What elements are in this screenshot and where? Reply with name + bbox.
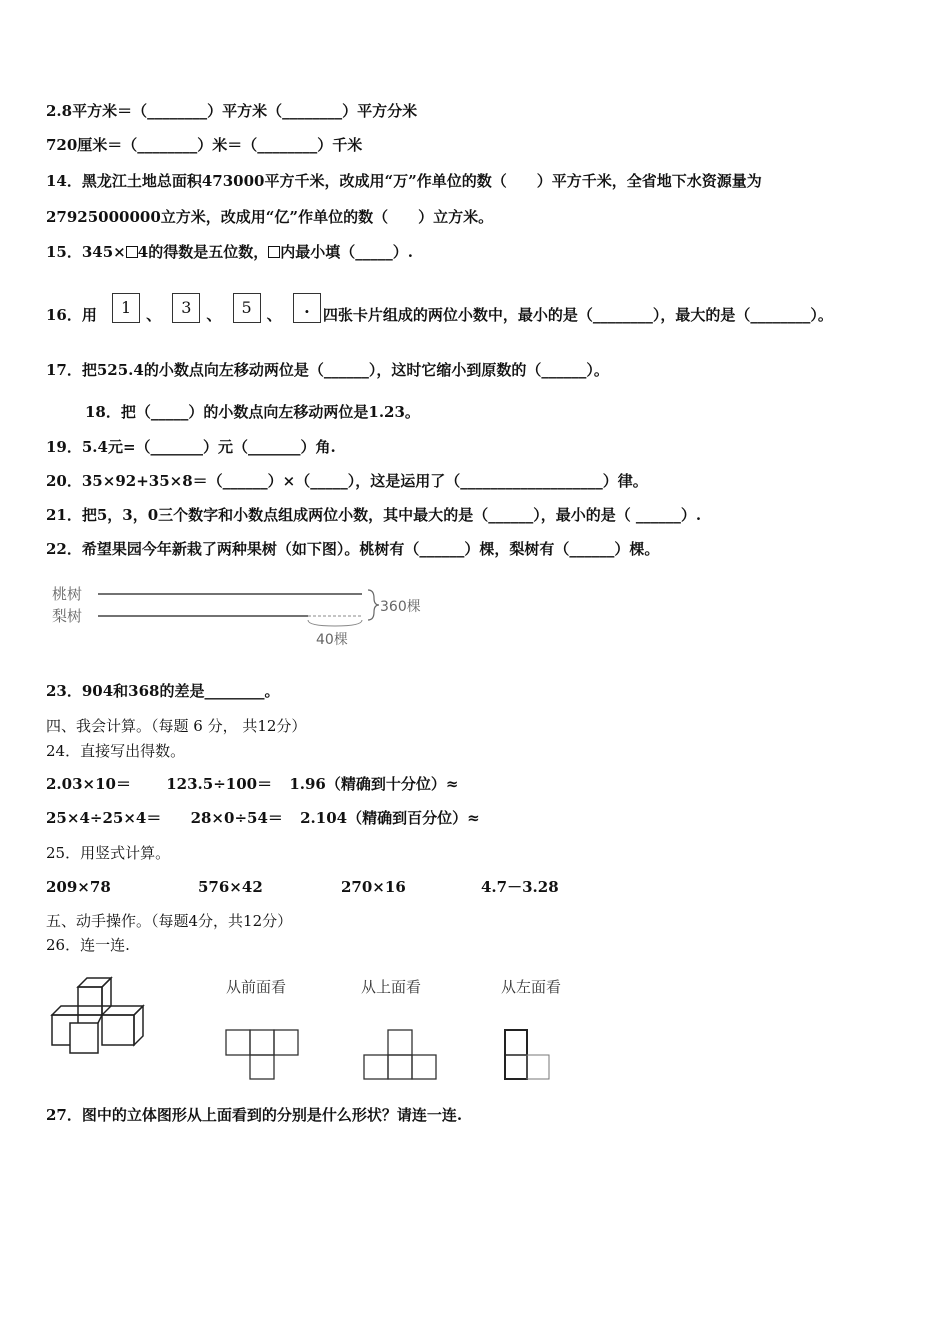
section-5-title: 五、动手操作。（每题4分，共12分） [46, 912, 293, 930]
cube-solid [52, 978, 143, 1053]
total-label: 360棵 [380, 599, 421, 615]
card-5: 5 [233, 293, 261, 323]
top-view-label: 从上面看 [361, 978, 422, 996]
q16-sep: 、 [266, 306, 282, 324]
tree-diagram [46, 578, 436, 650]
q16 [46, 298, 833, 331]
q15-part3: 内最小填（_____）. [280, 243, 413, 261]
q21: 21．把5，3，0三个数字和小数点组成两位小数，其中最大的是（______），最小的是（ ______）. [46, 506, 702, 524]
total-brace [368, 590, 379, 620]
q26: 26．连一连. [46, 936, 130, 954]
calc-1a: 2.03×10＝ [46, 775, 131, 793]
q14-line2: 27925000000立方米，改成用“亿”作单位的数（ ）立方米。 [46, 208, 494, 226]
q22: 22．希望果园今年新栽了两种果树（如下图）。桃树有（______）棵，梨树有（______）棵。 [46, 540, 660, 558]
diff-brace [308, 620, 362, 626]
left-view-label: 从左面看 [501, 978, 562, 996]
blank-square-icon [126, 246, 138, 258]
q13-line1: 2.8平方米＝（________）平方米（________）平方分米 [46, 102, 418, 120]
q15 [46, 242, 413, 262]
q24: 24．直接写出得数。 [46, 742, 186, 760]
q23: 23．904和368的差是________。 [46, 682, 280, 700]
q15-part1: 15．345× [46, 243, 126, 261]
q27: 27．图中的立体图形从上面看到的分别是什么形状？请连一连. [46, 1106, 463, 1124]
card-1: 1 [112, 293, 140, 323]
peach-label: 桃树 [52, 585, 83, 603]
q25: 25．用竖式计算。 [46, 844, 171, 862]
q16-prefix: 16．用 [46, 306, 97, 324]
calc-2c: 2.104（精确到百分位）≈ [300, 809, 480, 827]
top-view-shape [364, 1030, 436, 1079]
calc-row-2 [46, 808, 480, 828]
vert-1: 209×78 [46, 878, 111, 896]
calc-2b: 28×0÷54＝ [190, 809, 283, 827]
front-view-label: 从前面看 [226, 978, 287, 996]
q16-sep: 、 [206, 306, 222, 324]
view-diagrams [46, 965, 586, 1085]
q13-line2: 720厘米＝（________）米＝（________）千米 [46, 136, 363, 154]
blank-square-icon [268, 246, 280, 258]
q14-line1: 14．黑龙江土地总面积473000平方千米，改成用“万”作单位的数（ ）平方千米，全省地下水资源量为 [46, 172, 762, 190]
q19: 19．5.4元=（_______）元（_______）角. [46, 438, 336, 456]
pear-label: 梨树 [52, 607, 83, 625]
card-dot: . [293, 293, 321, 323]
card-3: 3 [172, 293, 200, 323]
q16-suffix: 四张卡片组成的两位小数中，最小的是（________），最大的是（________）。 [322, 306, 833, 324]
calc-1b: 123.5÷100＝ [166, 775, 273, 793]
q15-part2: 4的得数是五位数， [137, 243, 269, 261]
left-view-shape [505, 1030, 549, 1079]
calc-1c: 1.96（精确到十分位）≈ [289, 775, 459, 793]
calc-row-1 [46, 774, 458, 794]
q18: 18．把（_____）的小数点向左移动两位是1.23。 [85, 403, 420, 421]
front-view-shape [226, 1030, 298, 1079]
vert-2: 576×42 [198, 878, 263, 896]
q17: 17．把525.4的小数点向左移动两位是（______），这时它缩小到原数的（______）。 [46, 361, 609, 379]
vert-4: 4.7－3.28 [481, 878, 559, 896]
q20: 20．35×92+35×8＝（______）×（_____），这是运用了（___________________）律。 [46, 472, 648, 490]
section-4-title: 四、我会计算。（每题 6 分， 共12分） [46, 717, 307, 735]
diff-label: 40棵 [316, 632, 348, 648]
vert-3: 270×16 [341, 878, 406, 896]
calc-2a: 25×4÷25×4＝ [46, 809, 162, 827]
q16-sep: 、 [146, 306, 162, 324]
